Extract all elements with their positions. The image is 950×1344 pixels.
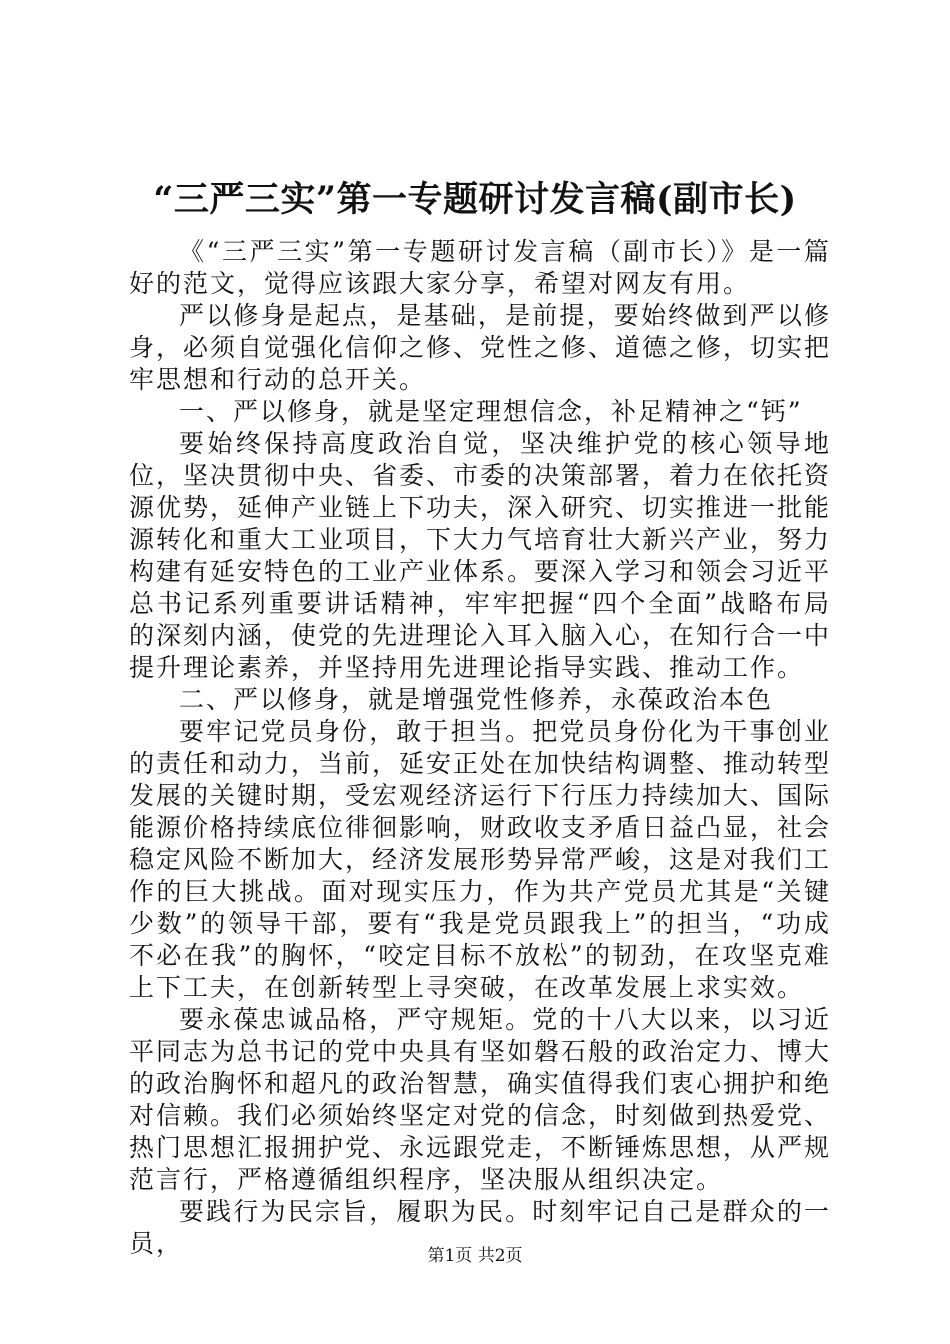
paragraph-intro: 《“三严三实”第一专题研讨发言稿（副市长）》是一篇好的范文，觉得应该跟大家分享，希望对网友有用。 (129, 237, 831, 298)
paragraph-party-identity: 要牢记党员身份，敢于担当。把党员身份化为干事创业的责任和动力，当前，延安正处在加快结构调整、推动转型发展的关键时期，受宏观经济运行下行压力持续加大、国际能源价格持续底位徘徊影响，财政收支矛盾日益凸显，社会稳定风险不断加大，经济发展形势异常严峻，这是对我们工作的巨大挑战。面对现实压力，作为共产党员尤其是“关键少数”的领导干部，要有“我是党员跟我上”的担当，“功成不必在我”的胸怀，“咬定目标不放松”的韧劲，在攻坚克难上下工夫，在创新转型上寻突破，在改革发展上求实效。 (129, 717, 832, 1002)
section-heading-2: 二、严以修身，就是增强党性修养，永葆政治本色 (179, 685, 774, 714)
section-heading-1: 一、严以修身，就是坚定理想信念，补足精神之“钙” (179, 397, 803, 426)
paragraph-serve-people: 要践行为民宗旨，履职为民。时刻牢记自己是群众的一员， (129, 1197, 831, 1258)
document-title: “三严三实”第一专题研讨发言稿(副市长) (153, 179, 797, 220)
document-body (129, 236, 831, 1260)
page-number-footer: 第1页 共2页 (427, 1246, 523, 1266)
paragraph-overview: 严以修身是起点，是基础，是前提，要始终做到严以修身，必须自觉强化信仰之修、党性之修、道德之修，切实把牢思想和行动的总开关。 (129, 301, 832, 394)
paragraph-section-1: 要始终保持高度政治自觉，坚决维护党的核心领导地位，坚决贯彻中央、省委、市委的决策部署，着力在依托资源优势，延伸产业链上下功夫，深入研究、切实推进一批能源转化和重大工业项目，下大力气培育壮大新兴产业，努力构建有延安特色的工业产业体系。要深入学习和领会习近平总书记系列重要讲话精神，牢牢把握“四个全面”战略布局的深刻内涵，使党的先进理论入耳入脑入心，在知行合一中提升理论素养，并坚持用先进理论指导实践、推动工作。 (129, 429, 832, 682)
paragraph-loyalty: 要永葆忠诚品格，严守规矩。党的十八大以来，以习近平同志为总书记的党中央具有坚如磐石般的政治定力、博大的政治胸怀和超凡的政治智慧，确实值得我们衷心拥护和绝对信赖。我们必须始终坚定对党的信念，时刻做到热爱党、热门思想汇报拥护党、永远跟党走，不断锤炼思想，从严规范言行，严格遵循组织程序，坚决服从组织决定。 (129, 1005, 832, 1194)
